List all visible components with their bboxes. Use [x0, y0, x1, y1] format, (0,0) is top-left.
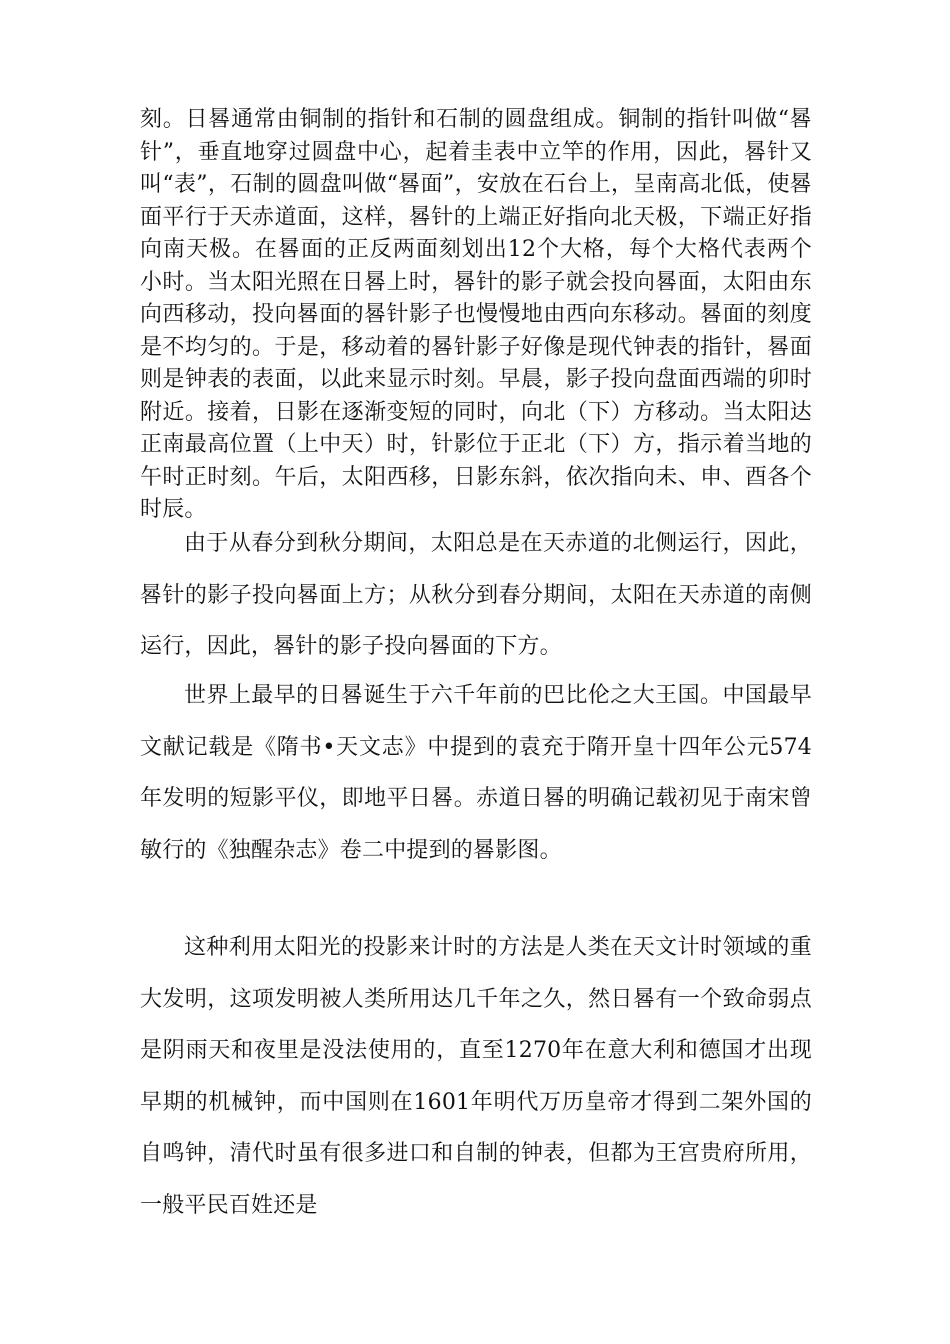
paragraph-mechanical-clocks: 这种利用太阳光的投影来计时的方法是人类在天文计时领域的重大发明，这项发明被人类所用达几千年之久，然日晷有一个致命弱点是阴雨天和夜里是没法使用的，直至1270年在意大利和德国才出现早期的机械钟，而中国则在1601年明代万历皇帝才得到二架外国的自鸣钟，清代时虽有很多进口和自制的钟表，但都为王宫贵府所用，一般平民百姓还是	[140, 935, 812, 1218]
paragraph-seasonal-shadow: 由于从春分到秋分期间，太阳总是在天赤道的北侧运行，因此，晷针的影子投向晷面上方；从秋分到春分期间，太阳在天赤道的南侧运行，因此，晷针的影子投向晷面的下方。	[140, 531, 812, 659]
paragraph-sundial-history: 世界上最早的日晷诞生于六千年前的巴比伦之大王国。中国最早文献记载是《隋书•天文志》中提到的袁充于隋开皇十四年公元574年发明的短影平仪，即地平日晷。赤道日晷的明确记载初见于南宋曾敏行的《独醒杂志》卷二中提到的晷影图。	[140, 683, 812, 863]
paragraph-sundial-structure: 刻。日晷通常由铜制的指针和石制的圆盘组成。铜制的指针叫做“晷针”，垂直地穿过圆盘中心，起着圭表中立竿的作用，因此，晷针又叫“表”，石制的圆盘叫做“晷面”，安放在石台上，呈南高北低，使晷面平行于天赤道面，这样，晷针的上端正好指向北天极，下端正好指向南天极。在晷面的正反两面刻划出12个大格，每个大格代表两个小时。当太阳光照在日晷上时，晷针的影子就会投向晷面，太阳由东向西移动，投向晷面的晷针影子也慢慢地由西向东移动。晷面的刻度是不均匀的。于是，移动着的晷针影子好像是现代钟表的指针，晷面则是钟表的表面，以此来显示时刻。早晨，影子投向盘面西端的卯时附近。接着，日影在逐渐变短的同时，向北（下）方移动。当太阳达正南最高位置（上中天）时，针影位于正北（下）方，指示着当地的午时正时刻。午后，太阳西移，日影东斜，依次指向未、申、酉各个时辰。	[140, 107, 812, 522]
